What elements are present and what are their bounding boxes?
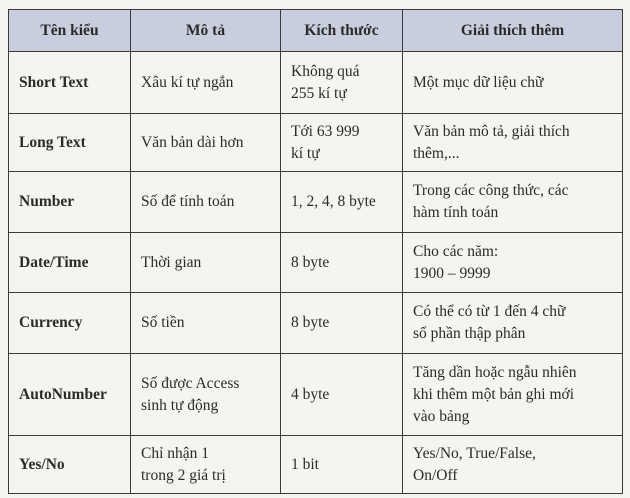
note: Văn bản mô tả, giải thích thêm,... [413,122,570,162]
type-name: Long Text [19,133,86,151]
size-cell [281,172,403,233]
size-cell [281,354,403,436]
data-types-table [8,9,623,494]
type-name: Date/Time [19,253,89,271]
description-cell [131,114,281,172]
description-cell [131,293,281,354]
description: Thời gian [141,253,202,271]
header-type-name: Tên kiểu [9,10,131,52]
note: Trong các công thức, các hàm tính toán [413,182,569,221]
size-cell [281,233,403,293]
note: Cho các năm: 1900 – 9999 [413,242,499,282]
size: 8 byte [291,253,330,271]
table-row [9,436,623,494]
description: Chỉ nhận 1 trong 2 giá trị [141,444,226,484]
size: 8 byte [291,314,330,331]
type-name-cell [9,233,131,293]
description-cell [131,354,281,436]
table-row [9,293,623,354]
table-row [9,52,623,114]
type-name: Yes/No [19,455,65,473]
size: 1 bit [291,455,319,473]
size-cell [281,114,403,172]
note-cell [403,293,623,354]
header-size: Kích thước [281,10,403,52]
note: Một mục dữ liệu chữ [413,73,544,91]
type-name: Currency [19,314,83,331]
description-cell [131,172,281,233]
note-cell [403,354,623,436]
type-name-cell [9,354,131,436]
size: Không quá 255 kí tự [291,62,360,102]
type-name: Short Text [19,73,89,91]
description: Số được Access sinh tự động [141,374,240,414]
type-name-cell [9,172,131,233]
note-cell [403,233,623,293]
type-name-cell [9,293,131,354]
note-cell [403,52,623,114]
type-name-cell [9,52,131,114]
note: Tăng dần hoặc ngẫu nhiên khi thêm một bản ghi mới vào bảng [413,363,577,425]
description-cell [131,436,281,494]
description: Số tiền [141,314,185,331]
description-cell [131,233,281,293]
description-cell [131,52,281,114]
type-name-cell [9,114,131,172]
note-cell [403,172,623,233]
type-name: Number [19,193,75,210]
size: 1, 2, 4, 8 byte [291,193,376,210]
table-row [9,172,623,233]
size-cell [281,52,403,114]
table-row [9,233,623,293]
size-cell [281,293,403,354]
table-row [9,354,623,436]
note: Yes/No, True/False, On/Off [413,444,536,484]
type-name: AutoNumber [19,385,107,403]
table-row [9,114,623,172]
note-cell [403,436,623,494]
table-header-row [9,10,623,52]
size: Tới 63 999 kí tự [291,122,360,162]
header-notes: Giải thích thêm [403,10,623,52]
note: Có thể có từ 1 đến 4 chữ số phần thập phân [413,303,566,342]
header-description: Mô tả [131,10,281,52]
size-cell [281,436,403,494]
size: 4 byte [291,385,330,403]
type-name-cell [9,436,131,494]
description: Văn bản dài hơn [141,133,244,151]
note-cell [403,114,623,172]
description: Xâu kí tự ngắn [141,73,234,91]
description: Số để tính toán [141,193,235,210]
